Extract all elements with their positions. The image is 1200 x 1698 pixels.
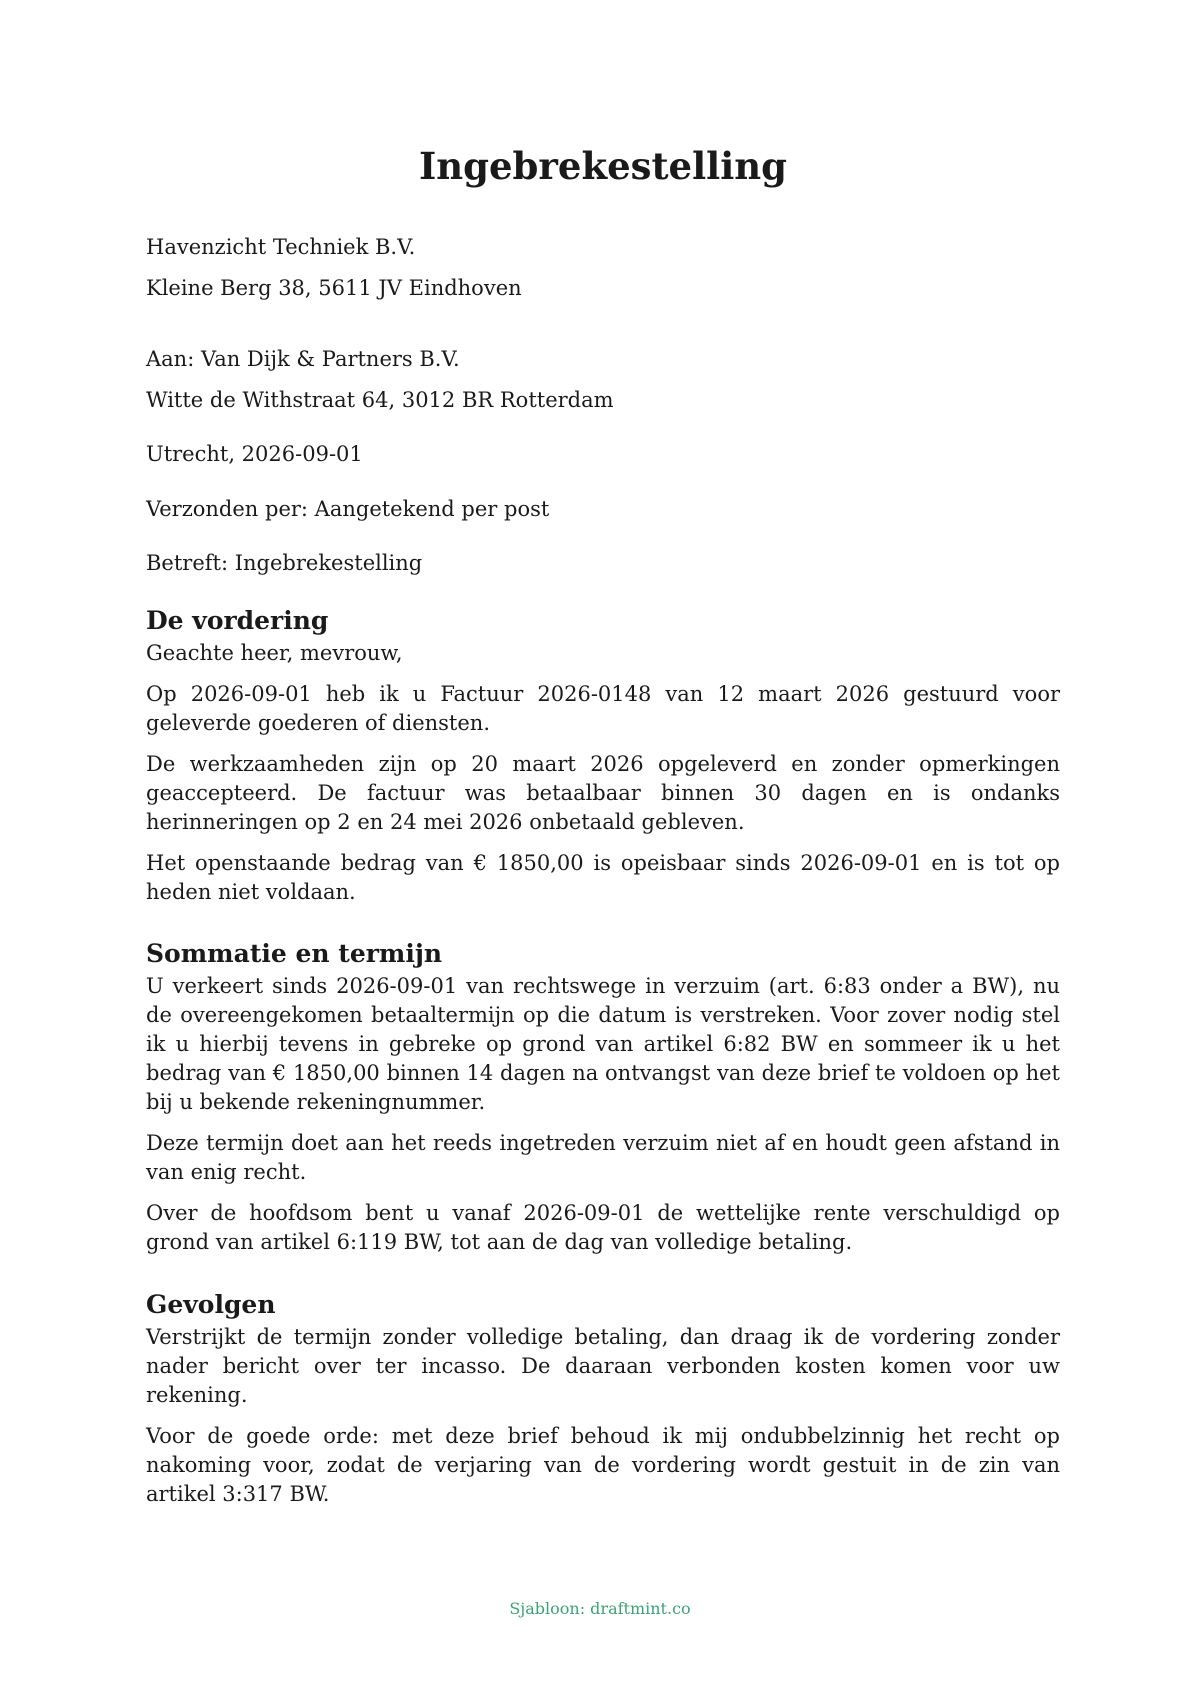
sender-block [146, 233, 1060, 303]
section-heading: Gevolgen [146, 1290, 276, 1319]
paragraph: De werkzaamheden zijn op 20 maart 2026 opgeleverd en zonder opmerkingen geaccepteerd. De factuur was betaalbaar binnen 30 dagen en is ondanks herinneringen op 2 en 24 mei 2026 onbetaald gebleven. [146, 752, 1060, 834]
subject-line: Betreft: Ingebrekestelling [146, 551, 423, 575]
sender-address: Kleine Berg 38, 5611 JV Eindhoven [146, 276, 522, 300]
paragraph: Deze termijn doet aan het reeds ingetreden verzuim niet af en houdt geen afstand in van enig recht. [146, 1131, 1060, 1184]
section-gevolgen [146, 1289, 1060, 1509]
recipient-name: Aan: Van Dijk & Partners B.V. [146, 347, 460, 371]
paragraph: Op 2026-09-01 heb ik u Factuur 2026-0148 van 12 maart 2026 gestuurd voor geleverde goederen of diensten. [146, 682, 1060, 735]
sent-via: Verzonden per: Aangetekend per post [146, 497, 550, 521]
paragraph: Voor de goede orde: met deze brief behoud ik mij ondubbelzinnig het recht op nakoming voor, zodat de verjaring van de vordering wordt gestuit in de zin van artikel 3:317 BW. [146, 1424, 1060, 1506]
place-date: Utrecht, 2026-09-01 [146, 442, 363, 466]
section-sommatie [146, 938, 1060, 1257]
letter-title: Ingebrekestelling [418, 144, 788, 188]
sender-name: Havenzicht Techniek B.V. [146, 235, 416, 259]
recipient-address: Witte de Withstraat 64, 3012 BR Rotterdam [146, 388, 614, 412]
section-heading: Sommatie en termijn [146, 939, 443, 968]
paragraph: Het openstaande bedrag van € 1850,00 is opeisbaar sinds 2026-09-01 en is tot op heden niet voldaan. [146, 851, 1060, 904]
section-heading: De vordering [146, 606, 329, 635]
paragraph: Over de hoofdsom bent u vanaf 2026-09-01 de wettelijke rente verschuldigd op grond van artikel 6:119 BW, tot aan de dag van volledige betaling. [146, 1201, 1060, 1254]
paragraph: U verkeert sinds 2026-09-01 van rechtswege in verzuim (art. 6:83 onder a BW), nu de overeengekomen betaaltermijn op die datum is verstreken. Voor zover nodig stel ik u hierbij tevens in gebreke op grond van artikel 6:82 BW en sommeer ik u het bedrag van € 1850,00 binnen 14 dagen na ontvangst van deze brief te voldoen op het bij u bekende rekeningnummer. [146, 974, 1060, 1114]
salutation: Geachte heer, mevrouw, [146, 641, 403, 665]
recipient-block [146, 345, 1060, 415]
paragraph: Verstrijkt de termijn zonder volledige betaling, dan draag ik de vordering zonder nader bericht over ter incasso. De daaraan verbonden kosten komen voor uw rekening. [146, 1325, 1060, 1407]
template-footer: Sjabloon: draftmint.co [509, 1599, 691, 1618]
section-vordering [146, 605, 1060, 907]
